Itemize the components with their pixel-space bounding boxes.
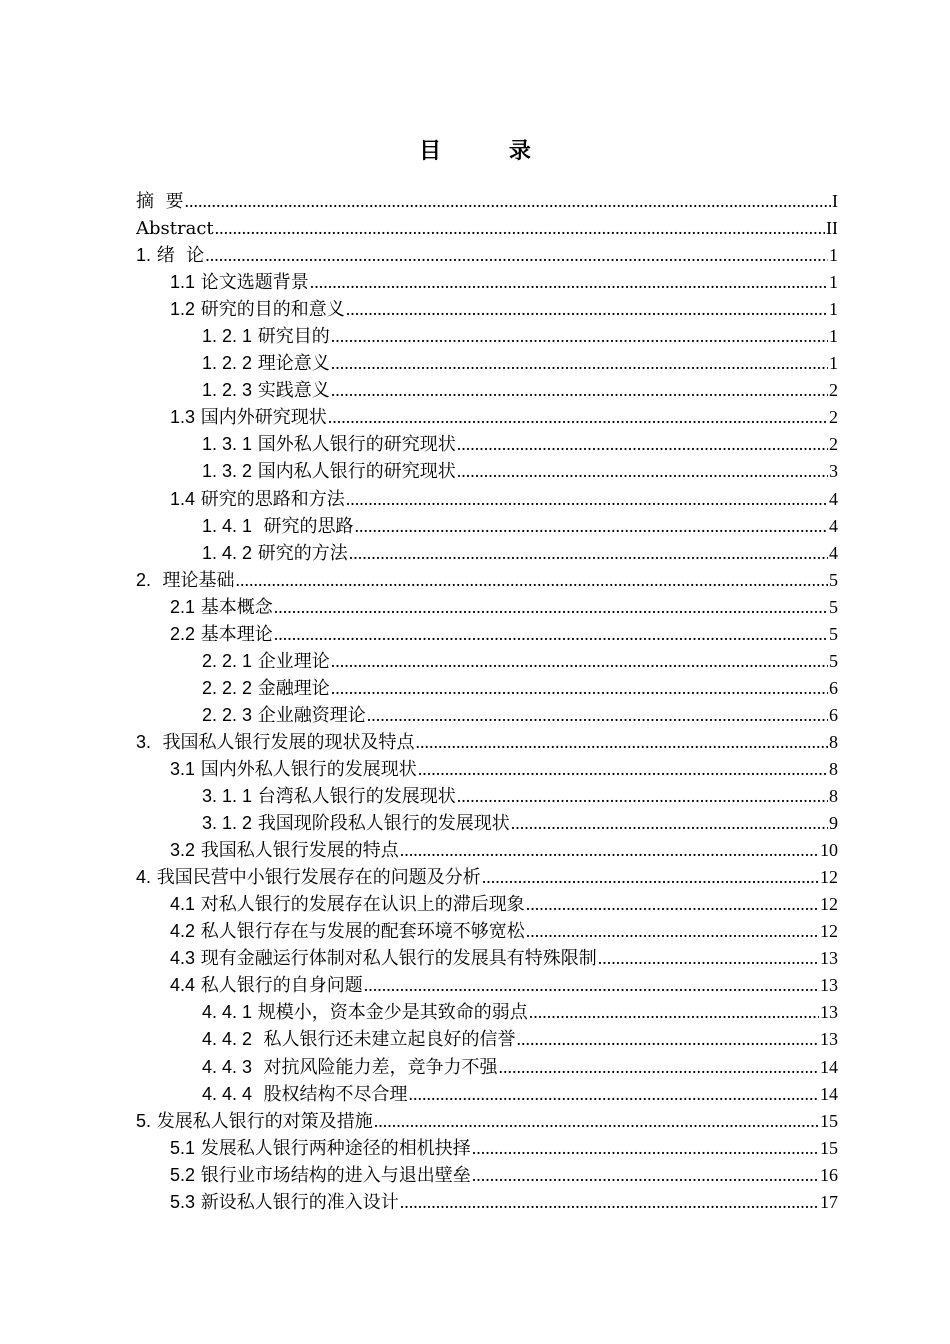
toc-entry-page-number: I bbox=[832, 191, 838, 211]
toc-entry[interactable] bbox=[136, 756, 838, 783]
toc-entry-number: 4. 4. 4 bbox=[202, 1083, 253, 1104]
toc-entry-page-number: 8 bbox=[829, 758, 838, 779]
toc-title: 目 录 bbox=[419, 138, 561, 164]
toc-entry-page-number: 5 bbox=[829, 569, 838, 590]
toc-entry[interactable] bbox=[136, 675, 838, 702]
toc-entry[interactable] bbox=[136, 999, 838, 1026]
toc-dot-leader bbox=[472, 1162, 819, 1189]
toc-entry-page-number: 13 bbox=[820, 1029, 838, 1050]
toc-entry-page-number: 8 bbox=[829, 731, 838, 752]
toc-entry[interactable] bbox=[136, 891, 838, 918]
toc-entry-text: 规模小，资本金少是其致命的弱点 bbox=[252, 1002, 528, 1024]
toc-entry-text: 理论意义 bbox=[252, 353, 330, 375]
toc-entry-number: 4.2 bbox=[170, 921, 196, 942]
toc-entry-text: 新设私人银行的准入设计 bbox=[195, 1191, 399, 1213]
toc-entry-label bbox=[136, 188, 183, 215]
toc-entry-label bbox=[202, 540, 348, 567]
toc-entry-label bbox=[170, 486, 345, 513]
toc-entry-number: 2. 2. 1 bbox=[202, 650, 253, 671]
toc-entry-text: 国内外私人银行的发展现状 bbox=[195, 758, 417, 780]
toc-entry-text: 摘 要 bbox=[136, 191, 184, 212]
toc-entry-text: 我国现阶段私人银行的发展现状 bbox=[252, 813, 510, 835]
toc-entry-label bbox=[136, 864, 481, 891]
toc-entry[interactable] bbox=[136, 1108, 838, 1135]
toc-entry-text: 国外私人银行的研究现状 bbox=[252, 434, 456, 456]
toc-entry[interactable] bbox=[136, 972, 838, 999]
toc-entry-text: 私人银行的自身问题 bbox=[195, 975, 363, 997]
toc-entry-text: 国内私人银行的研究现状 bbox=[252, 461, 456, 483]
toc-entry[interactable] bbox=[136, 729, 838, 756]
toc-entry-number: 4.1 bbox=[170, 894, 196, 915]
toc-entry[interactable] bbox=[136, 783, 838, 810]
toc-entry-label bbox=[202, 323, 330, 350]
toc-entry[interactable] bbox=[136, 1026, 838, 1053]
toc-entry-page-number: 12 bbox=[820, 867, 838, 888]
toc-entry-label bbox=[202, 1081, 408, 1108]
toc-entry-label bbox=[170, 621, 273, 648]
toc-entry-page-number: 16 bbox=[820, 1164, 838, 1185]
toc-entry-label bbox=[202, 648, 330, 675]
toc-entry[interactable] bbox=[136, 1189, 838, 1216]
toc-dot-leader bbox=[526, 918, 819, 945]
toc-entry-text: 对私人银行的发展存在认识上的滞后现象 bbox=[195, 894, 525, 916]
toc-entry-label bbox=[136, 215, 214, 242]
toc-entry-page-number: 10 bbox=[820, 840, 838, 861]
toc-entry-label bbox=[202, 810, 510, 837]
toc-entry-label bbox=[170, 756, 417, 783]
toc-dot-leader bbox=[598, 945, 819, 972]
toc-entry[interactable] bbox=[136, 1162, 838, 1189]
toc-entry[interactable] bbox=[136, 242, 838, 269]
toc-dot-leader bbox=[400, 837, 819, 864]
toc-entry-number: 4. 4. 3 bbox=[202, 1056, 253, 1077]
toc-entry-page-number: 5 bbox=[829, 650, 838, 671]
toc-entry-number: 1. 3. 1 bbox=[202, 434, 253, 455]
toc-dot-leader bbox=[457, 431, 828, 458]
toc-dot-leader bbox=[526, 891, 819, 918]
toc-entry-label bbox=[202, 783, 456, 810]
toc-entry[interactable] bbox=[136, 837, 838, 864]
toc-entry[interactable] bbox=[136, 1135, 838, 1162]
toc-entry-text: 我国私人银行发展的特点 bbox=[195, 840, 399, 862]
toc-entry-text: 理论基础 bbox=[151, 569, 235, 591]
toc-dot-leader bbox=[274, 621, 828, 648]
toc-entry-text: 研究的方法 bbox=[252, 542, 348, 564]
toc-dot-leader bbox=[457, 458, 828, 485]
toc-entry[interactable] bbox=[136, 513, 838, 540]
toc-dot-leader bbox=[328, 404, 828, 431]
toc-dot-leader bbox=[457, 783, 828, 810]
toc-entry[interactable] bbox=[136, 458, 838, 485]
toc-entry-label bbox=[170, 594, 273, 621]
toc-entry-label bbox=[202, 377, 330, 404]
toc-entry-text: 基本概念 bbox=[195, 596, 273, 618]
toc-entry-label bbox=[202, 675, 330, 702]
toc-entry-text: 对抗风险能力差，竞争力不强 bbox=[252, 1056, 498, 1078]
toc-entry-number: 4. 4. 1 bbox=[202, 1002, 253, 1023]
toc-entry-page-number: 15 bbox=[820, 1110, 838, 1131]
toc-dot-leader bbox=[499, 1054, 820, 1081]
toc-entry-number: 1.2 bbox=[170, 299, 196, 320]
toc-entry-number: 3. bbox=[136, 731, 152, 752]
toc-dot-leader bbox=[331, 675, 828, 702]
toc-entry-label bbox=[136, 729, 414, 756]
toc-entry[interactable] bbox=[136, 810, 838, 837]
toc-entry-number: 5.2 bbox=[170, 1164, 196, 1185]
toc-dot-leader bbox=[331, 648, 828, 675]
toc-entry-number: 1.3 bbox=[170, 407, 196, 428]
toc-entry[interactable] bbox=[136, 1081, 838, 1108]
toc-entry-page-number: 4 bbox=[829, 542, 838, 563]
toc-entry[interactable] bbox=[136, 323, 838, 350]
toc-entry-text: 股权结构不尽合理 bbox=[252, 1083, 408, 1105]
toc-dot-leader bbox=[346, 486, 828, 513]
toc-entry-number: 2. 2. 3 bbox=[202, 704, 253, 725]
toc-entry-number: 1. 2. 3 bbox=[202, 380, 253, 401]
toc-entry-label bbox=[170, 1135, 471, 1162]
toc-entry-label bbox=[170, 837, 399, 864]
toc-entry-number: 4. bbox=[136, 867, 152, 888]
toc-entry-page-number: 8 bbox=[829, 786, 838, 807]
toc-entry-text: 金融理论 bbox=[252, 677, 330, 699]
toc-entry[interactable] bbox=[136, 350, 838, 377]
toc-entry-text: 我国私人银行发展的现状及特点 bbox=[151, 731, 415, 753]
toc-entry-number: 5. bbox=[136, 1110, 152, 1131]
toc-entry-number: 3.1 bbox=[170, 758, 196, 779]
toc-entry-page-number: 3 bbox=[829, 461, 838, 482]
toc-dot-leader bbox=[472, 1135, 819, 1162]
toc-entry-text: 私人银行还未建立起良好的信誉 bbox=[252, 1029, 516, 1051]
toc-entry-number: 2.2 bbox=[170, 623, 196, 644]
toc-entry-text: 研究的思路和方法 bbox=[195, 488, 345, 510]
toc-entry-label bbox=[202, 999, 528, 1026]
toc-entry-text: 现有金融运行体制对私人银行的发展具有特殊限制 bbox=[195, 948, 597, 970]
toc-entry-label bbox=[202, 513, 354, 540]
toc-dot-leader bbox=[511, 810, 828, 837]
toc-entry-text: 研究目的 bbox=[252, 326, 330, 348]
toc-dot-leader bbox=[205, 242, 828, 269]
toc-entry-number: 4.4 bbox=[170, 975, 196, 996]
toc-entry-page-number: 12 bbox=[820, 894, 838, 915]
toc-entry-label bbox=[170, 1189, 399, 1216]
toc-entry-label bbox=[170, 891, 525, 918]
toc-entry[interactable] bbox=[136, 269, 838, 296]
toc-entry-page-number: 9 bbox=[829, 813, 838, 834]
toc-entry-text: 基本理论 bbox=[195, 623, 273, 645]
toc-entry-text: 实践意义 bbox=[252, 380, 330, 402]
toc-entry-number: 1. 2. 2 bbox=[202, 353, 253, 374]
toc-entry-page-number: 13 bbox=[820, 1002, 838, 1023]
toc-entry-label bbox=[136, 1108, 373, 1135]
toc-entry-page-number: II bbox=[826, 218, 838, 239]
toc-entry-page-number: 1 bbox=[829, 326, 838, 347]
toc-dot-leader bbox=[235, 567, 828, 594]
toc-entry-number: 1.1 bbox=[170, 272, 196, 293]
toc-entry-page-number: 1 bbox=[829, 353, 838, 374]
toc-entry-page-number: 14 bbox=[820, 1083, 838, 1104]
toc-entry-number: 5.1 bbox=[170, 1137, 196, 1158]
toc-entry[interactable] bbox=[136, 918, 838, 945]
toc-entry-label bbox=[170, 945, 597, 972]
toc-entry-number: 1.4 bbox=[170, 488, 196, 509]
toc-entry-text: 发展私人银行两种途径的相机抉择 bbox=[195, 1137, 471, 1159]
table-of-contents bbox=[136, 188, 838, 1216]
toc-entry[interactable] bbox=[136, 621, 838, 648]
toc-entry-number: 5.3 bbox=[170, 1191, 196, 1212]
toc-entry-page-number: 1 bbox=[829, 245, 838, 266]
toc-entry-number: 1. 4. 2 bbox=[202, 542, 253, 563]
toc-entry-label bbox=[202, 350, 330, 377]
toc-entry-label bbox=[136, 567, 234, 594]
toc-entry-text: 企业理论 bbox=[252, 650, 330, 672]
toc-dot-leader bbox=[349, 540, 828, 567]
toc-entry-page-number: 1 bbox=[829, 299, 838, 320]
toc-entry-number: 2. bbox=[136, 569, 152, 590]
toc-entry-page-number: 2 bbox=[829, 434, 838, 455]
toc-entry-label bbox=[170, 1162, 471, 1189]
toc-entry-text: 论文选题背景 bbox=[195, 272, 309, 294]
toc-entry[interactable] bbox=[136, 864, 838, 891]
toc-entry-text: 台湾私人银行的发展现状 bbox=[252, 786, 456, 808]
toc-entry-text: 绪 论 bbox=[151, 245, 205, 267]
toc-entry-number: 1. bbox=[136, 245, 152, 266]
toc-entry[interactable] bbox=[136, 702, 838, 729]
toc-entry-page-number: 2 bbox=[829, 407, 838, 428]
toc-entry-label bbox=[170, 972, 363, 999]
toc-entry[interactable] bbox=[136, 540, 838, 567]
toc-entry[interactable] bbox=[136, 945, 838, 972]
toc-dot-leader bbox=[415, 729, 828, 756]
toc-entry-number: 4.3 bbox=[170, 948, 196, 969]
toc-entry-text: 企业融资理论 bbox=[252, 704, 366, 726]
toc-entry[interactable] bbox=[136, 296, 838, 323]
toc-entry-label bbox=[202, 458, 456, 485]
toc-entry[interactable] bbox=[136, 567, 838, 594]
toc-entry-text: 研究的思路 bbox=[252, 515, 354, 537]
toc-entry-page-number: 13 bbox=[820, 975, 838, 996]
toc-entry-label bbox=[202, 1054, 498, 1081]
toc-dot-leader bbox=[529, 999, 819, 1026]
toc-entry-label bbox=[170, 404, 327, 431]
toc-entry-text: 私人银行存在与发展的配套环境不够宽松 bbox=[195, 921, 525, 943]
toc-dot-leader bbox=[367, 702, 828, 729]
toc-entry-label bbox=[170, 296, 345, 323]
toc-entry-label bbox=[136, 242, 204, 269]
toc-entry-label bbox=[202, 1026, 516, 1053]
toc-entry-page-number: 4 bbox=[829, 515, 838, 536]
toc-entry-text: 银行业市场结构的进入与退出壁垒 bbox=[195, 1164, 471, 1186]
toc-entry-page-number: 17 bbox=[820, 1191, 838, 1212]
toc-dot-leader bbox=[215, 215, 825, 242]
toc-entry-text: 研究的目的和意义 bbox=[195, 299, 345, 321]
toc-entry-number: 1. 2. 1 bbox=[202, 326, 253, 347]
toc-entry[interactable] bbox=[136, 486, 838, 513]
toc-entry-page-number: 13 bbox=[820, 948, 838, 969]
toc-entry-page-number: 15 bbox=[820, 1137, 838, 1158]
toc-entry-number: 4. 4. 2 bbox=[202, 1029, 253, 1050]
toc-entry[interactable] bbox=[136, 215, 838, 242]
toc-dot-leader bbox=[184, 188, 831, 215]
toc-dot-leader bbox=[400, 1189, 819, 1216]
toc-dot-leader bbox=[517, 1026, 820, 1053]
toc-entry-text: 国内外研究现状 bbox=[195, 407, 327, 429]
toc-entry-label bbox=[202, 702, 366, 729]
toc-entry-page-number: 6 bbox=[829, 704, 838, 725]
toc-entry-label bbox=[170, 269, 309, 296]
toc-entry-page-number: 12 bbox=[820, 921, 838, 942]
toc-entry-text: 发展私人银行的对策及措施 bbox=[151, 1110, 373, 1132]
toc-dot-leader bbox=[274, 594, 828, 621]
toc-entry[interactable] bbox=[136, 377, 838, 404]
toc-entry[interactable] bbox=[136, 1054, 838, 1081]
toc-entry-number: 3.2 bbox=[170, 840, 196, 861]
toc-entry-page-number: 14 bbox=[820, 1056, 838, 1077]
toc-dot-leader bbox=[374, 1108, 819, 1135]
toc-entry-page-number: 6 bbox=[829, 677, 838, 698]
toc-dot-leader bbox=[331, 323, 828, 350]
toc-entry-page-number: 5 bbox=[829, 623, 838, 644]
toc-dot-leader bbox=[331, 377, 828, 404]
toc-dot-leader bbox=[310, 269, 828, 296]
toc-dot-leader bbox=[331, 350, 828, 377]
toc-entry-page-number: 5 bbox=[829, 596, 838, 617]
toc-dot-leader bbox=[364, 972, 819, 999]
toc-entry-number: 2.1 bbox=[170, 596, 196, 617]
toc-entry[interactable] bbox=[136, 431, 838, 458]
toc-dot-leader bbox=[418, 756, 828, 783]
toc-entry[interactable] bbox=[136, 188, 838, 215]
toc-entry-page-number: 1 bbox=[829, 272, 838, 293]
toc-entry[interactable] bbox=[136, 648, 838, 675]
toc-entry-text: 我国民营中小银行发展存在的问题及分析 bbox=[151, 867, 481, 889]
toc-entry-number: 1. 3. 2 bbox=[202, 461, 253, 482]
toc-entry-number: 1. 4. 1 bbox=[202, 515, 253, 536]
toc-entry-number: 2. 2. 2 bbox=[202, 677, 253, 698]
toc-entry-number: 3. 1. 2 bbox=[202, 813, 253, 834]
toc-entry-page-number: 4 bbox=[829, 488, 838, 509]
toc-entry[interactable] bbox=[136, 594, 838, 621]
toc-entry-number: 3. 1. 1 bbox=[202, 786, 253, 807]
toc-dot-leader bbox=[346, 296, 828, 323]
toc-entry[interactable] bbox=[136, 404, 838, 431]
toc-entry-label bbox=[170, 918, 525, 945]
toc-dot-leader bbox=[355, 513, 829, 540]
toc-entry-label bbox=[202, 431, 456, 458]
toc-dot-leader bbox=[409, 1081, 820, 1108]
toc-entry-page-number: 2 bbox=[829, 380, 838, 401]
toc-entry-text: Abstract bbox=[136, 218, 214, 240]
toc-dot-leader bbox=[482, 864, 819, 891]
